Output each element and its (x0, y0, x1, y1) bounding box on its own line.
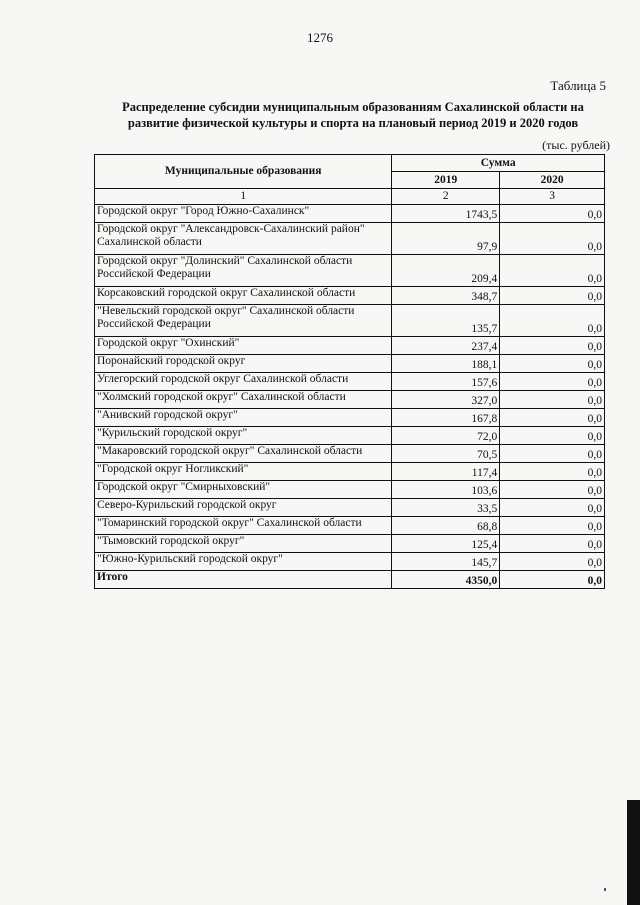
row-name: Поронайский городской округ (95, 355, 392, 373)
row-value-2019: 68,8 (392, 517, 500, 535)
units-note: (тыс. рублей) (542, 138, 610, 152)
row-name: Городской округ "Город Южно-Сахалинск" (95, 205, 392, 223)
row-value-2019: 97,9 (392, 223, 500, 255)
subsidy-table (94, 154, 605, 589)
row-name: "Томаринский городской округ" Сахалинской области (95, 517, 392, 535)
row-value-2019: 117,4 (392, 463, 500, 481)
title-line-1: Распределение субсидии муниципальным образованиям Сахалинской области на (122, 100, 584, 114)
row-value-2020: 0,0 (500, 535, 605, 553)
table-row (95, 517, 605, 535)
scan-speck (604, 888, 606, 891)
table-row (95, 409, 605, 427)
row-value-2020: 0,0 (500, 255, 605, 287)
row-value-2020: 0,0 (500, 223, 605, 255)
row-value-2019: 327,0 (392, 391, 500, 409)
row-name: "Анивский городской округ" (95, 409, 392, 427)
row-name: Городской округ "Долинский" Сахалинской области Российской Федерации (95, 255, 392, 287)
row-value-2019: 70,5 (392, 445, 500, 463)
table-row (95, 391, 605, 409)
header-year-2019: 2019 (392, 172, 500, 189)
table-row (95, 205, 605, 223)
page-number: 1276 (307, 30, 333, 45)
table-title (96, 99, 610, 131)
total-label: Итого (95, 571, 392, 589)
table-row (95, 535, 605, 553)
row-value-2019: 237,4 (392, 337, 500, 355)
row-name: "Курильский городской округ" (95, 427, 392, 445)
row-name: "Тымовский городской округ" (95, 535, 392, 553)
row-value-2020: 0,0 (500, 305, 605, 337)
row-name: "Южно-Курильский городской округ" (95, 553, 392, 571)
row-value-2020: 0,0 (500, 553, 605, 571)
row-name: "Невельский городской округ" Сахалинской области Российской Федерации (95, 305, 392, 337)
table-row (95, 499, 605, 517)
row-name: Городской округ "Смирныховский" (95, 481, 392, 499)
table-row (95, 305, 605, 337)
row-value-2020: 0,0 (500, 391, 605, 409)
row-value-2020: 0,0 (500, 463, 605, 481)
header-municipalities: Муниципальные образования (95, 155, 392, 189)
table-row (95, 337, 605, 355)
col-index-3: 3 (500, 189, 605, 205)
table-row (95, 553, 605, 571)
table-row (95, 373, 605, 391)
total-2019: 4350,0 (392, 571, 500, 589)
row-name: "Холмский городской округ" Сахалинской области (95, 391, 392, 409)
row-value-2019: 33,5 (392, 499, 500, 517)
row-value-2020: 0,0 (500, 517, 605, 535)
row-value-2020: 0,0 (500, 499, 605, 517)
table-row (95, 445, 605, 463)
row-value-2020: 0,0 (500, 287, 605, 305)
row-value-2020: 0,0 (500, 427, 605, 445)
row-value-2019: 103,6 (392, 481, 500, 499)
row-name: "Городской округ Ногликский" (95, 463, 392, 481)
table-row (95, 355, 605, 373)
title-line-2: развитие физической культуры и спорта на плановый период 2019 и 2020 годов (127, 116, 579, 130)
row-value-2020: 0,0 (500, 481, 605, 499)
table-row (95, 223, 605, 255)
table-row (95, 255, 605, 287)
row-value-2019: 188,1 (392, 355, 500, 373)
row-value-2019: 209,4 (392, 255, 500, 287)
row-value-2020: 0,0 (500, 337, 605, 355)
row-name: Углегорский городской округ Сахалинской области (95, 373, 392, 391)
row-name: Северо-Курильский городской округ (95, 499, 392, 517)
row-value-2020: 0,0 (500, 205, 605, 223)
table-row (95, 481, 605, 499)
col-index-1: 1 (95, 189, 392, 205)
row-value-2019: 157,6 (392, 373, 500, 391)
row-name: Городской округ "Охинский" (95, 337, 392, 355)
row-value-2019: 167,8 (392, 409, 500, 427)
total-2020: 0,0 (500, 571, 605, 589)
row-value-2019: 125,4 (392, 535, 500, 553)
col-index-2: 2 (392, 189, 500, 205)
scan-edge-mark (627, 800, 640, 905)
row-value-2020: 0,0 (500, 373, 605, 391)
row-value-2020: 0,0 (500, 355, 605, 373)
row-name: Корсаковский городской округ Сахалинской области (95, 287, 392, 305)
table-row (95, 427, 605, 445)
row-name: Городской округ "Александровск-Сахалинский район" Сахалинской области (95, 223, 392, 255)
row-value-2019: 348,7 (392, 287, 500, 305)
row-value-2020: 0,0 (500, 409, 605, 427)
header-year-2020: 2020 (500, 172, 605, 189)
header-sum: Сумма (392, 155, 605, 172)
row-value-2020: 0,0 (500, 445, 605, 463)
row-value-2019: 72,0 (392, 427, 500, 445)
row-value-2019: 145,7 (392, 553, 500, 571)
row-value-2019: 1743,5 (392, 205, 500, 223)
row-name: "Макаровский городской округ" Сахалинской области (95, 445, 392, 463)
row-value-2019: 135,7 (392, 305, 500, 337)
table-row (95, 287, 605, 305)
table-row (95, 463, 605, 481)
table-label: Таблица 5 (550, 78, 606, 93)
total-row (95, 571, 605, 589)
